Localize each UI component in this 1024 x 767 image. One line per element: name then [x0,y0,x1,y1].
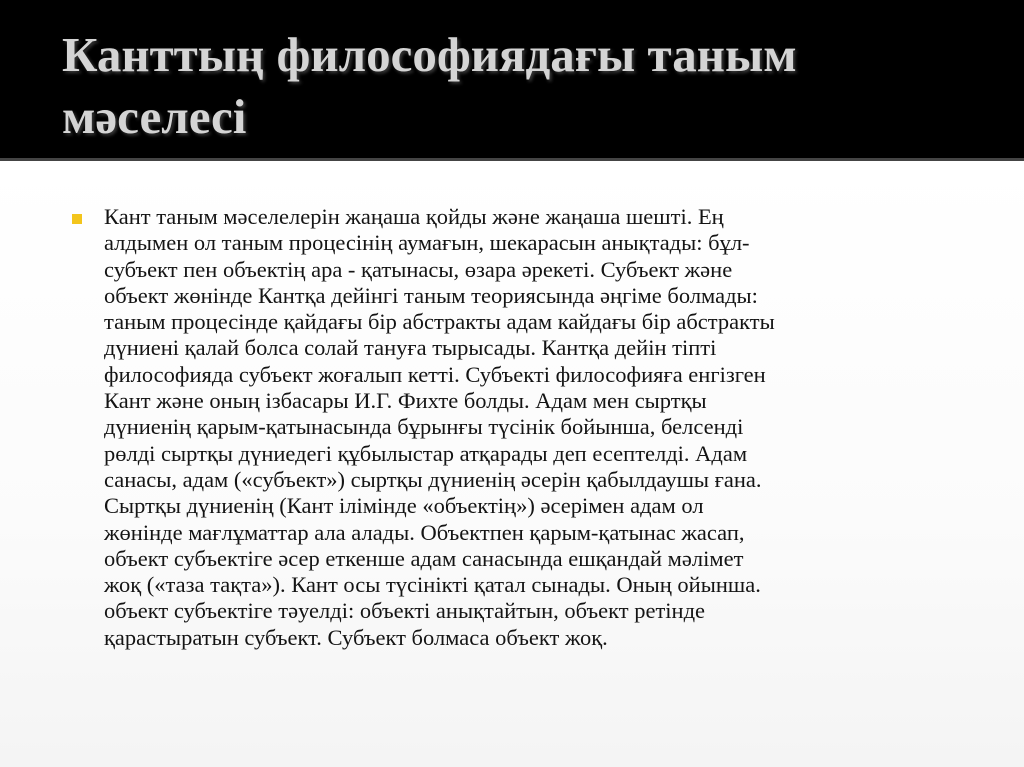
body-line: таным процесінде қайдағы бір абстракты адам кайдағы бір абстракты [104,309,775,335]
body-line: дүниенің қарым-қатынасында бұрынғы түсінік бойынша, белсенді [104,414,744,440]
slide-title-line: Канттың философиядағы таным [62,27,797,82]
body-line: объект жөнінде Кантқа дейінгі таным теориясында әңгіме болмады: [104,282,758,308]
body-line: объект субъектіге тәуелді: объекті анықтайтын, объект ретінде [104,598,706,624]
body-line: алдымен ол таным процесінің аумағын, шекарасын анықтады: бұл- [104,230,750,256]
square-bullet-icon [72,214,82,224]
slide-title-line: мәселесі [62,89,247,144]
body-line: санасы, адам («субъект») сыртқы дүниенің әсерін қабылдаушы ғана. [104,466,762,492]
body-line: Кант таным мәселелерін жаңаша қойды және жаңаша шешті. Ең [104,204,724,229]
body-line: қарастыратын субъект. Субъект болмаса объект жоқ. [104,624,608,650]
body-paragraph [104,204,984,651]
body-line: объект субъектіге әсер еткенше адам санасында ешқандай мәлімет [104,545,744,571]
body-line: рөлді сыртқы дүниедегі құбылыстар атқарады деп есептелді. Адам [104,440,748,466]
body-line: жөнінде мағлұматтар ала алады. Объектпен қарым-қатынас жасап, [104,519,745,545]
body-line: субъект пен объектің ара - қатынасы, өзара әрекеті. Субъект және [104,256,733,282]
body-line: философияда субъект жоғалып кетті. Субъекті философияға енгізген [104,361,766,387]
title-bar [0,0,1024,158]
body-line: жоқ («таза тақта»). Кант осы түсінікті қатал сынады. Оның ойынша. [104,572,761,598]
body-line: Кант және оның ізбасары И.Г. Фихте болды. Адам мен сыртқы [104,388,707,414]
slide-title [62,24,1002,148]
body-line: дүниені қалай болса солай тануға тырысады. Кантқа дейін тіпті [104,335,717,361]
body-line: Сыртқы дүниенің (Кант ілімінде «объектің») әсерімен адам ол [104,493,704,519]
content-area [0,161,1024,767]
